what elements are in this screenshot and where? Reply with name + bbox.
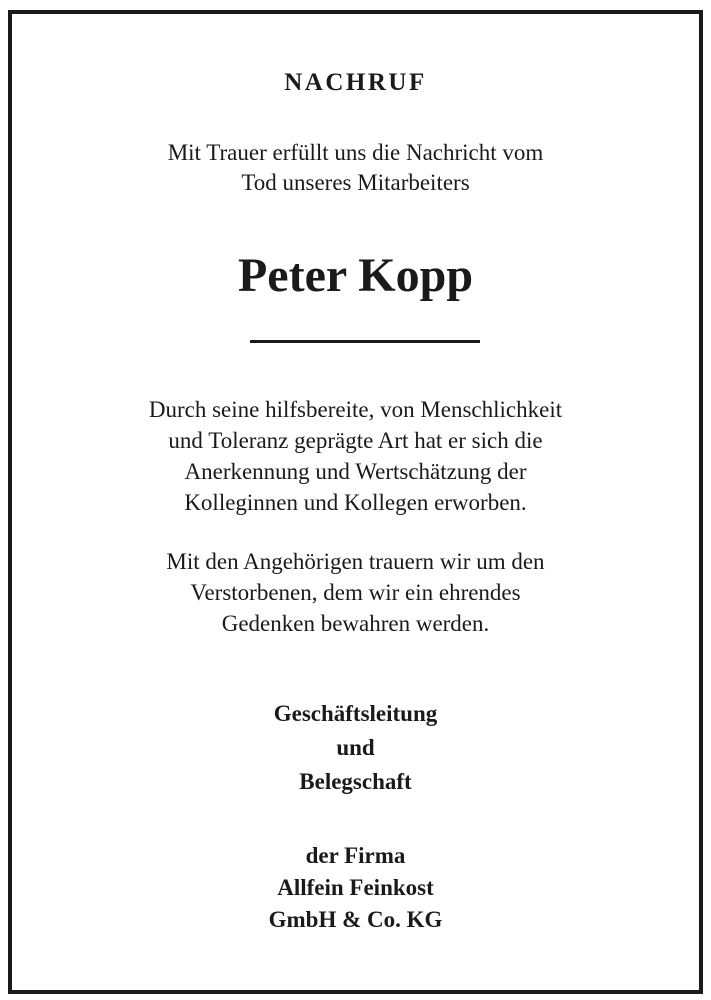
condolence-paragraph — [12, 546, 699, 639]
obituary-frame — [8, 10, 703, 994]
company-line: GmbH & Co. KG — [268, 907, 443, 932]
condolence-line: Gedenken bewahren werden. — [221, 611, 490, 636]
intro-text — [12, 138, 699, 198]
deceased-name: Peter Kopp — [237, 249, 474, 302]
signature-line: Geschäftsleitung — [273, 701, 438, 726]
company-line: Allfein Feinkost — [277, 875, 434, 900]
tribute-line: Anerkennung und Wertschätzung der — [184, 459, 527, 484]
condolence-line: Verstorbenen, dem wir ein ehrendes — [190, 580, 521, 605]
company-line: der Firma — [305, 843, 406, 868]
tribute-line: und Toleranz geprägte Art hat er sich die — [168, 428, 543, 453]
signature-line: Belegschaft — [299, 769, 412, 794]
tribute-line: Durch seine hilfsbereite, von Menschlichkeit — [148, 397, 563, 422]
signature-line: und — [336, 735, 375, 760]
intro-line: Tod unseres Mitarbeiters — [241, 170, 470, 195]
tribute-line: Kolleginnen und Kollegen erworben. — [184, 490, 527, 515]
divider-rule — [250, 340, 480, 343]
intro-line: Mit Trauer erfüllt uns die Nachricht vom — [167, 140, 544, 165]
tribute-paragraph — [12, 394, 699, 518]
condolence-line: Mit den Angehörigen trauern wir um den — [166, 549, 545, 574]
notice-heading: NACHRUF — [284, 69, 427, 96]
company-signature — [12, 840, 699, 936]
signature-group — [12, 697, 699, 799]
